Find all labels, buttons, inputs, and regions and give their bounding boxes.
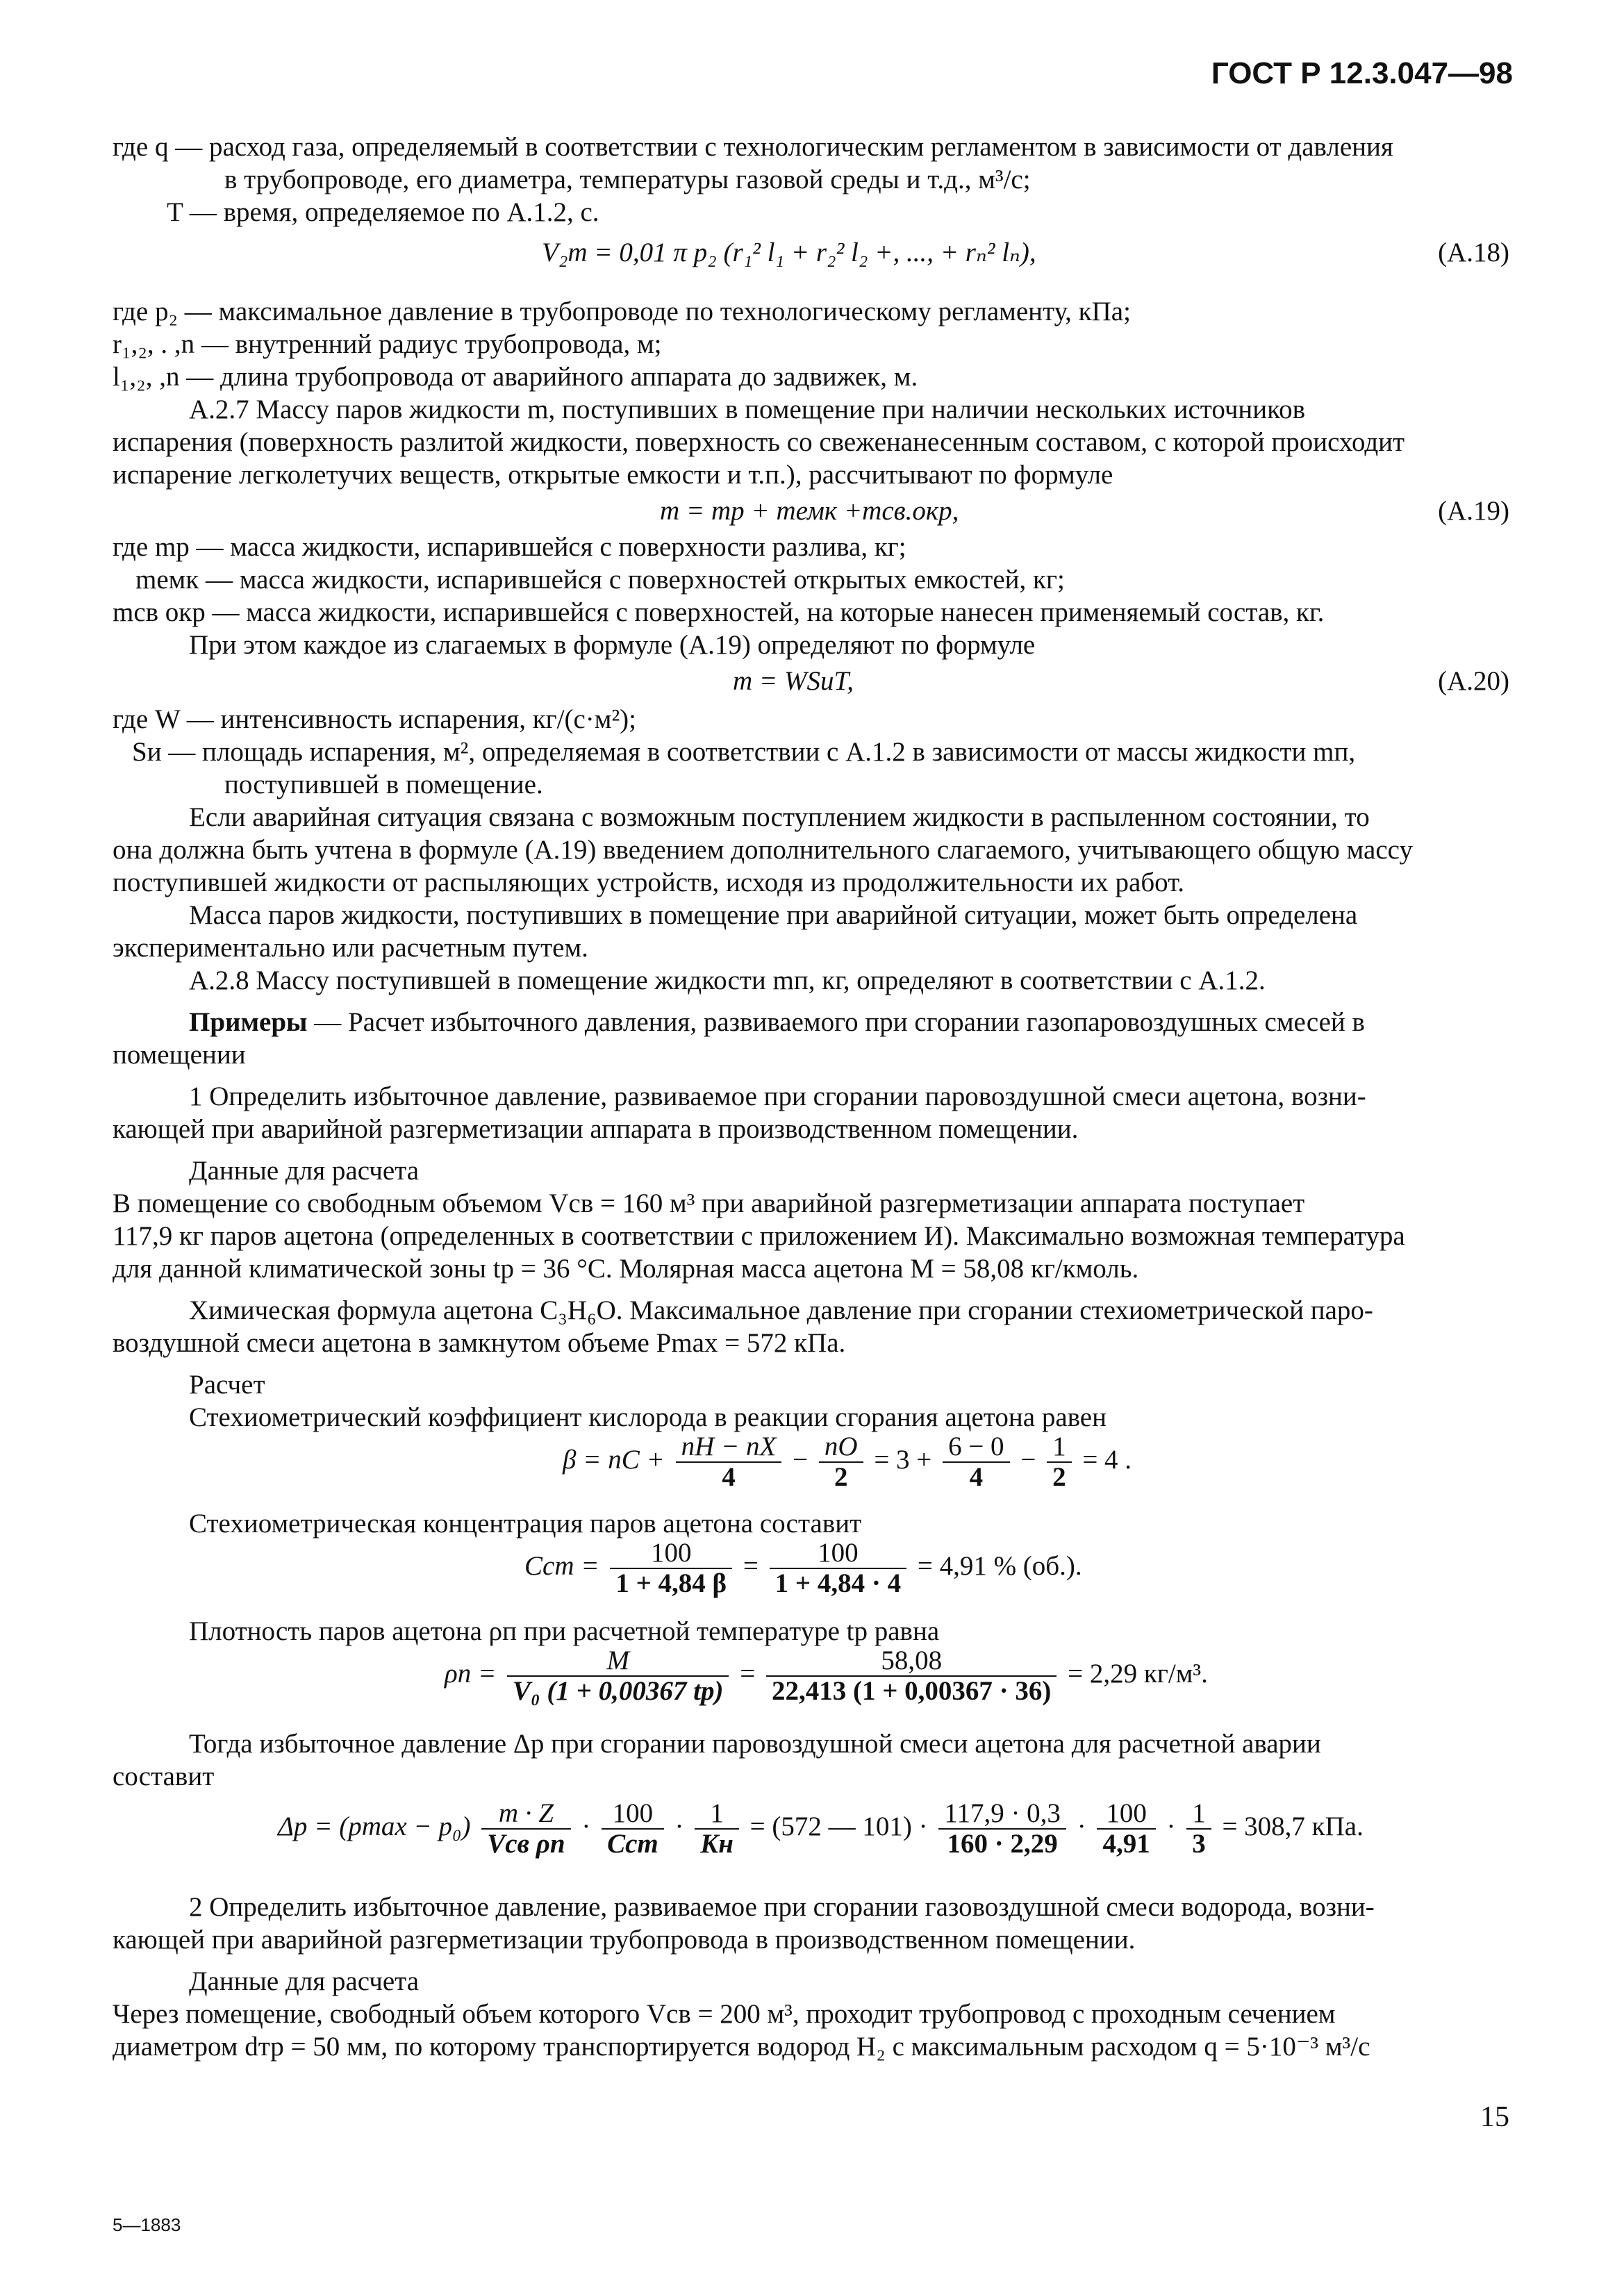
text-line: Плотность паров ацетона ρп при расчетной температуре tр равна xyxy=(189,1616,940,1646)
document-code: ГОСТ Р 12.3.047—98 xyxy=(1211,56,1513,90)
examples-title: — Расчет избыточного давления, развиваемого при сгорании газопаровоздушных смесей в xyxy=(307,1007,1365,1037)
text-line: Если аварийная ситуация связана с возможным поступлением жидкости в распыленном состоянии, то xyxy=(189,802,1370,832)
text-line: Стехиометрический коэффициент кислорода в реакции сгорания ацетона равен xyxy=(189,1402,1107,1432)
equation-beta: β = nC + $\frac{nH - nX}{4}$ − $\frac{nO}{2}$ = 3 + $\frac{6 - 0}{4}$ − $\frac{1}{2}$ = 4 . xyxy=(563,1432,1132,1492)
text-line: 1 Определить избыточное давление, развиваемое при сгорании паровоздушной смеси ацетона, возни- xyxy=(189,1081,1366,1111)
text-line: составит xyxy=(113,1761,215,1791)
text-line: r₁,₂, . ,n — внутренний радиус трубопровода, м; xyxy=(113,329,662,359)
text-line: mсв окр — масса жидкости, испарившейся с поверхностей, на которые нанесен применяемый состав, кг. xyxy=(113,597,1325,627)
text-line: 117,9 кг паров ацетона (определенных в соответствии с приложением И). Максимально возможная температура xyxy=(113,1221,1405,1251)
text-line: Расчет xyxy=(189,1370,265,1400)
text-line: диаметром dтр = 50 мм, по которому транспортируется водород H₂ с максимальным расходом q = 5·10⁻³ м³/с xyxy=(113,2032,1370,2062)
equation-cst: Cст = $\frac{100}{1 + 4,84 \beta}$ = $\frac{100}{1 + 4,84 \cdot 4}$ = 4,91 % (об.). xyxy=(524,1538,1082,1598)
text-line: помещении xyxy=(113,1040,246,1070)
equation-rho: ρп = $\frac{M}{\text{V₀ (1 + 0,00367 tр)}}$ = $\frac{58,08}{22,413 (1 + 0,00367 \cdot 36)}$ = 2,29 кг/м³. xyxy=(445,1645,1208,1706)
examples-label: Примеры xyxy=(189,1007,308,1037)
text-line: l₁,₂, ,n — длина трубопровода от аварийного аппарата до задвижек, м. xyxy=(113,362,918,392)
text-line: в трубопроводе, его диаметра, температуры газовой среды и т.д., м³/с; xyxy=(224,165,1031,194)
page-number: 15 xyxy=(1480,2101,1509,2133)
text-line: Через помещение, свободный объем которого Vсв = 200 м³, проходит трубопровод с проходным сечением xyxy=(113,1999,1336,2029)
equation-number: (А.18) xyxy=(1438,238,1509,267)
text-line: В помещение со свободным объемом Vсв = 160 м³ при аварийной разгерметизации аппарата поступает xyxy=(113,1188,1305,1218)
text-line: кающей при аварийной разгерметизации аппарата в производственном помещении. xyxy=(113,1114,1079,1144)
text-line: При этом каждое из слагаемых в формуле (А.19) определяют по формуле xyxy=(189,630,1036,660)
equation-a19: m = mр + mемк +mсв.окр, xyxy=(660,496,959,526)
text-line: Тогда избыточное давление Δp при сгорании паровоздушной смеси ацетона для расчетной аварии xyxy=(189,1729,1321,1759)
text-line: Данные для расчета xyxy=(189,1966,420,1996)
text-line: Масса паров жидкости, поступивших в помещение при аварийной ситуации, может быть определена xyxy=(189,900,1358,930)
text-line: Химическая формула ацетона C₃H₆O. Максимальное давление при сгорании стехиометрической паро- xyxy=(189,1295,1373,1325)
text-line: воздушной смеси ацетона в замкнутом объеме Pmax = 572 кПа. xyxy=(113,1328,846,1358)
equation-a18: V₂т = 0,01 π p₂ (r₁² l₁ + r₂² l₂ +, ..., + rₙ² lₙ), xyxy=(542,238,1036,267)
examples-heading xyxy=(189,1006,1365,1038)
text-line: она должна быть учтена в формуле (А.19) введением дополнительного слагаемого, учитывающего общую массу xyxy=(113,835,1413,865)
text-line: испарение легколетучих веществ, открытые емкости и т.п.), рассчитывают по формуле xyxy=(113,460,1113,490)
text-line: T — время, определяемое по А.1.2, с. xyxy=(167,197,599,227)
footer-code: 5—1883 xyxy=(113,2214,181,2235)
text-line: поступившей жидкости от распыляющих устройств, исходя из продолжительности их работ. xyxy=(113,868,1185,897)
equation-dp: Δp = (pmax − p₀) $\frac{m \cdot Z}{\text{Vсв ρп}}$ · $\frac{100}{\text{Cст}}$ · $\frac{1}{Kн}$ = (572 — 101) · $\frac{117,9 \cdot 0,3}{160 \cdot 2,29}$ · $\frac{100}{4,91}$ · $\frac{1}{3}$ = 308,7 кПа. xyxy=(278,1798,1364,1859)
text-line: поступившей в помещение. xyxy=(224,770,543,799)
text-line: Стехиометрическая концентрация паров ацетона составит xyxy=(189,1509,862,1539)
text-line: где p₂ — максимальное давление в трубопроводе по технологическому регламенту, кПа; xyxy=(113,297,1131,326)
text-line: испарения (поверхность разлитой жидкости, поверхность со свеженанесенным составом, с которой происходит xyxy=(113,427,1405,457)
equation-a20: m = WSиT, xyxy=(733,666,854,696)
text-line: где W — интенсивность испарения, кг/(с·м²); xyxy=(113,704,636,734)
text-line: Данные для расчета xyxy=(189,1156,420,1186)
text-line: где q — расход газа, определяемый в соответствии с технологическим регламентом в зависимости от давления xyxy=(113,132,1393,162)
text-line: А.2.8 Массу поступившей в помещение жидкости mп, кг, определяют в соответствии с А.1.2. xyxy=(189,965,1266,995)
text-line: А.2.7 Массу паров жидкости m, поступивших в помещение при наличии нескольких источников xyxy=(189,395,1306,424)
text-line: экспериментально или расчетным путем. xyxy=(113,933,588,963)
equation-number: (А.20) xyxy=(1438,666,1509,696)
text-line: где mр — масса жидкости, испарившейся с поверхности разлива, кг; xyxy=(113,532,906,562)
text-line: для данной климатической зоны tр = 36 °С. Молярная масса ацетона M = 58,08 кг/кмоль. xyxy=(113,1254,1139,1284)
equation-number: (А.19) xyxy=(1438,496,1509,526)
text-line: 2 Определить избыточное давление, развиваемое при сгорании газовоздушной смеси водорода, возни- xyxy=(189,1892,1375,1922)
text-line: кающей при аварийной разгерметизации трубопровода в производственном помещении. xyxy=(113,1925,1136,1955)
text-line: Sи — площадь испарения, м², определяемая в соответствии с А.1.2 в зависимости от массы жидкости mп, xyxy=(132,737,1356,767)
text-line: mемк — масса жидкости, испарившейся с поверхностей открытых емкостей, кг; xyxy=(135,565,1065,595)
